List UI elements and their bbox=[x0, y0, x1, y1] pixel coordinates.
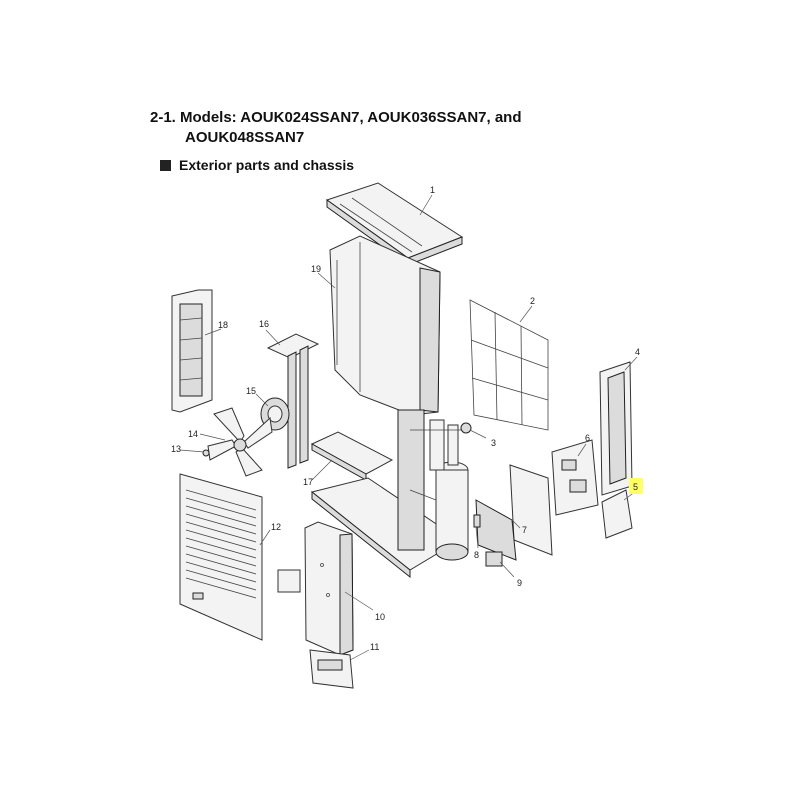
part-valve bbox=[461, 423, 471, 433]
callout-14: 14 bbox=[188, 429, 199, 439]
callout-16: 16 bbox=[259, 319, 270, 329]
title-line-1: 2-1. Models: AOUK024SSAN7, AOUK036SSAN7, and bbox=[150, 109, 522, 126]
part-side-grille bbox=[172, 290, 212, 412]
part-grille bbox=[470, 300, 548, 430]
part-reactor bbox=[486, 552, 502, 566]
callout-18: 18 bbox=[218, 320, 229, 330]
callout-10: 10 bbox=[375, 612, 386, 622]
part-right-panel bbox=[305, 522, 353, 655]
part-label-plate bbox=[278, 570, 300, 592]
callout-1: 1 bbox=[430, 185, 436, 195]
part-controller-pcb bbox=[552, 440, 598, 515]
part-nut bbox=[203, 450, 209, 456]
title-line-2: AOUK048SSAN7 bbox=[185, 129, 305, 146]
callout-17: 17 bbox=[303, 477, 314, 487]
part-base-frame bbox=[312, 432, 392, 480]
callout-7: 7 bbox=[522, 525, 528, 535]
callout-12: 12 bbox=[271, 522, 282, 532]
callout-2: 2 bbox=[530, 296, 536, 306]
part-right-side-panel bbox=[600, 362, 632, 495]
section-label: Exterior parts and chassis bbox=[179, 157, 355, 173]
part-rear-panel bbox=[330, 236, 440, 415]
part-service-cover bbox=[310, 650, 353, 688]
callout-15: 15 bbox=[246, 386, 257, 396]
callout-9: 9 bbox=[517, 578, 523, 588]
callout-8: 8 bbox=[474, 550, 480, 560]
part-sensor bbox=[474, 515, 480, 527]
part-front-panel bbox=[180, 474, 262, 640]
callout-4: 4 bbox=[635, 347, 641, 357]
callout-3: 3 bbox=[491, 438, 497, 448]
part-electrical-box bbox=[476, 465, 552, 560]
callout-11: 11 bbox=[370, 642, 380, 652]
callout-5: 5 bbox=[633, 482, 639, 492]
callout-6: 6 bbox=[585, 433, 591, 443]
callout-13: 13 bbox=[171, 444, 182, 454]
callout-19: 19 bbox=[311, 264, 322, 274]
